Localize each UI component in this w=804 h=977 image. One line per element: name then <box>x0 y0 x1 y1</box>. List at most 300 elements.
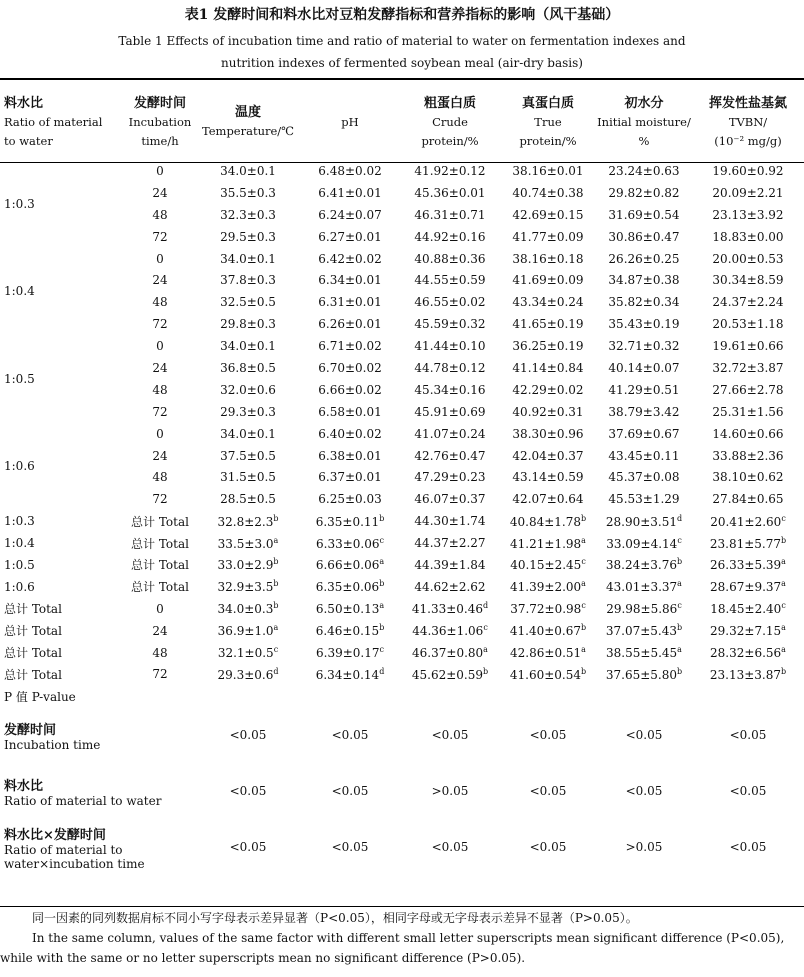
table-cell: 6.66±0.02 <box>318 382 382 397</box>
table-cell: 38.10±0.62 <box>712 470 784 485</box>
superscript-letter: d <box>273 666 279 676</box>
table-cell: 41.69±0.09 <box>512 273 584 288</box>
pvalue-row <box>0 707 804 763</box>
table-cell: 20.00±0.53 <box>712 251 784 266</box>
pvalue-cell: <0.05 <box>529 840 567 855</box>
superscript-letter: a <box>781 623 786 633</box>
pvalue-header: P 值 P-value <box>4 689 76 704</box>
table-cell: 6.38±0.01 <box>318 448 382 463</box>
column-header-zh: 粗蛋白质 <box>423 95 476 111</box>
total-row <box>0 663 804 685</box>
table-cell: 6.42±0.02 <box>318 251 382 266</box>
table-cell: 72 <box>152 404 168 419</box>
table-cell: 44.37±2.27 <box>414 536 486 551</box>
table-cell: 24 <box>152 448 168 463</box>
table-cell: 28.90±3.51$^d$ <box>605 513 683 529</box>
table-cell: 36.8±0.5 <box>220 360 276 375</box>
table-cell: 31.69±0.54 <box>608 207 680 222</box>
table-cell: 41.14±0.84 <box>512 360 584 375</box>
table-cell: 20.41±2.60$^c$ <box>710 513 786 529</box>
table-cell: 34.0±0.1 <box>220 339 276 354</box>
column-header-zh: 料水比 <box>4 95 44 111</box>
pvalue-cell: <0.05 <box>431 728 469 743</box>
table-cell: 20.53±1.18 <box>712 317 784 332</box>
table-cell: 6.70±0.02 <box>318 360 382 375</box>
superscript-letter: b <box>379 513 385 523</box>
table-cell: 33.09±4.14$^c$ <box>606 535 682 551</box>
data-table <box>0 84 804 875</box>
table-cell: 36.9±1.0$^a$ <box>217 623 279 639</box>
table-cell: 37.72±0.98$^c$ <box>510 601 586 617</box>
superscript-letter: b <box>781 666 787 676</box>
table-title-zh: 表1 发酵时间和料水比对豆粕发酵指标和营养指标的影响（风干基础） <box>184 7 620 23</box>
column-header-en: Temperature/℃ <box>201 124 295 138</box>
superscript-letter: c <box>781 601 786 611</box>
superscript-letter: a <box>483 645 488 655</box>
superscript-letter: b <box>379 623 385 633</box>
total-row <box>0 620 804 642</box>
table-notes <box>0 908 804 968</box>
column-header-en: Crude <box>432 114 468 129</box>
table-cell: 35.82±0.34 <box>608 295 680 310</box>
note-en: In the same column, values of the same factor with different small letter superscripts mean significant difference (P<0.05), while with the same or no letter superscripts mean no significant difference (P>0.05). <box>0 931 785 965</box>
table-cell: 6.33±0.06$^c$ <box>316 535 384 551</box>
table-cell: 30.86±0.47 <box>608 229 680 244</box>
table-cell: 48 <box>152 207 168 222</box>
superscript-letter: b <box>581 666 587 676</box>
table-cell: 6.58±0.01 <box>318 404 382 419</box>
table-cell: 32.1±0.5$^c$ <box>217 645 279 661</box>
table-cell: 72 <box>152 229 168 244</box>
pvalue-cell: <0.05 <box>729 728 767 743</box>
time-cell: 总计 Total <box>131 558 189 573</box>
table-cell: 41.92±0.12 <box>414 163 486 178</box>
column-header-en: time/h <box>141 133 179 148</box>
table-cell: 6.46±0.15$^b$ <box>315 623 385 639</box>
table-cell: 29.32±7.15$^a$ <box>710 623 786 639</box>
table-cell: 72 <box>152 317 168 332</box>
pvalue-cell: <0.05 <box>331 784 369 799</box>
total-row <box>0 510 804 532</box>
table-cell: 35.5±0.3 <box>220 185 276 200</box>
column-header <box>596 84 692 160</box>
superscript-letter: b <box>581 623 587 633</box>
table-cell: 46.55±0.02 <box>414 295 486 310</box>
table-cell: 42.29±0.02 <box>512 382 584 397</box>
pvalue-cell: >0.05 <box>431 784 469 799</box>
pvalue-cell: >0.05 <box>625 840 663 855</box>
top-rule <box>0 78 804 80</box>
table-cell: 42.04±0.37 <box>512 448 584 463</box>
superscript-letter: a <box>581 645 586 655</box>
ratio-cell: 总计 Total <box>4 667 62 682</box>
superscript-letter: a <box>379 557 385 567</box>
total-row <box>0 532 804 554</box>
table-cell: 33.88±2.36 <box>712 448 784 463</box>
table-cell: 32.9±3.5$^b$ <box>217 579 279 595</box>
table-cell: 29.8±0.3 <box>220 317 276 332</box>
table-cell: 43.01±3.37$^a$ <box>606 579 682 595</box>
table-cell: 6.31±0.01 <box>318 295 382 310</box>
column-header <box>692 84 804 160</box>
table-cell: 42.86±0.51$^a$ <box>510 645 586 661</box>
superscript-letter: a <box>781 645 786 655</box>
table-cell: 6.27±0.01 <box>318 229 382 244</box>
table-row <box>0 248 804 270</box>
table-cell: 44.92±0.16 <box>414 229 486 244</box>
table-cell: 27.84±0.65 <box>712 492 784 507</box>
total-row <box>0 598 804 620</box>
pvalue-cell: <0.05 <box>229 728 267 743</box>
superscript-letter: c <box>379 535 384 545</box>
total-row <box>0 554 804 576</box>
pvalue-cell: <0.05 <box>229 784 267 799</box>
column-header-en: protein/% <box>519 133 577 148</box>
pvalue-cell: <0.05 <box>729 784 767 799</box>
table-cell: 41.29±0.51 <box>608 382 680 397</box>
pvalue-cell: <0.05 <box>529 784 567 799</box>
table-cell: 40.84±1.78$^b$ <box>509 513 587 529</box>
bottom-rule <box>0 906 804 907</box>
table-title-en-line1: Table 1 Effects of incubation time and ratio of material to water on fermentation indexes and <box>118 34 686 48</box>
superscript-letter: c <box>581 601 586 611</box>
table-cell: 35.43±0.19 <box>608 317 680 332</box>
time-cell: 总计 Total <box>131 536 189 551</box>
table-cell: 38.24±3.76$^b$ <box>605 557 683 573</box>
table-cell: 45.91±0.69 <box>414 404 486 419</box>
table-cell: 24 <box>152 273 168 288</box>
table-cell: 6.34±0.14$^d$ <box>315 666 385 682</box>
superscript-letter: b <box>677 557 683 567</box>
table-cell: 6.48±0.02 <box>318 163 382 178</box>
table-cell: 24 <box>152 185 168 200</box>
superscript-letter: c <box>581 557 586 567</box>
column-header-en: to water <box>4 133 53 148</box>
table-cell: 41.77±0.09 <box>512 229 584 244</box>
column-header-zh: 挥发性盐基氮 <box>708 95 787 111</box>
pvalue-label <box>0 819 196 875</box>
column-header <box>300 84 400 160</box>
superscript-letter: c <box>677 535 682 545</box>
table-cell: 40.15±2.45$^c$ <box>510 557 586 573</box>
table-cell: 48 <box>152 382 168 397</box>
total-row <box>0 642 804 664</box>
table-cell: 0 <box>156 251 164 266</box>
table-cell: 43.34±0.24 <box>512 295 584 310</box>
column-header-en: True <box>534 114 562 129</box>
table-cell: 44.62±2.62 <box>414 579 486 594</box>
column-header-en: (10⁻² mg/g) <box>714 133 782 148</box>
pvalue-cell: <0.05 <box>625 784 663 799</box>
pvalue-label-zh: 发酵时间 <box>4 722 57 738</box>
time-cell: 24 <box>152 623 168 638</box>
pvalue-label-en: Ratio of material to water×incubation time <box>4 842 145 871</box>
ratio-cell: 总计 Total <box>4 624 62 639</box>
table-cell: 44.78±0.12 <box>414 360 486 375</box>
table-cell: 37.8±0.3 <box>220 273 276 288</box>
time-cell: 72 <box>152 667 168 682</box>
pvalue-label-en: Ratio of material to water <box>4 793 162 808</box>
table-cell: 37.07±5.43$^b$ <box>605 623 683 639</box>
table-cell: 45.59±0.32 <box>414 317 486 332</box>
table-cell: 42.07±0.64 <box>512 492 584 507</box>
superscript-letter: a <box>677 645 682 655</box>
table-cell: 29.82±0.82 <box>608 185 680 200</box>
table-cell: 0 <box>156 339 164 354</box>
table-row <box>0 160 804 182</box>
table-cell: 32.5±0.5 <box>220 295 276 310</box>
superscript-letter: a <box>781 557 786 567</box>
table-cell: 41.39±2.00$^a$ <box>510 579 586 595</box>
superscript-letter: a <box>581 579 586 589</box>
table-cell: 40.92±0.31 <box>512 404 584 419</box>
superscript-letter: b <box>781 535 787 545</box>
superscript-letter: b <box>581 513 587 523</box>
superscript-letter: b <box>677 666 683 676</box>
table-cell: 38.16±0.18 <box>512 251 584 266</box>
table-cell: 43.45±0.11 <box>608 448 680 463</box>
superscript-letter: b <box>273 601 279 611</box>
ratio-cell: 1:0.4 <box>4 536 35 551</box>
superscript-letter: d <box>379 666 385 676</box>
table-cell: 26.26±0.25 <box>608 251 680 266</box>
pvalue-label-zh: 料水比×发酵时间 <box>4 827 106 843</box>
table-cell: 40.14±0.07 <box>608 360 680 375</box>
table-cell: 0 <box>156 163 164 178</box>
superscript-letter: a <box>677 579 682 589</box>
pvalue-cell: <0.05 <box>229 840 267 855</box>
superscript-letter: a <box>379 601 385 611</box>
table-cell: 42.69±0.15 <box>512 207 584 222</box>
ratio-cell: 1:0.6 <box>4 459 35 474</box>
table-cell: 6.66±0.06$^a$ <box>315 557 385 573</box>
table-cell: 0 <box>156 426 164 441</box>
table-cell: 6.24±0.07 <box>318 207 382 222</box>
time-cell: 总计 Total <box>131 580 189 595</box>
table-cell: 37.65±5.80$^b$ <box>605 666 683 682</box>
pvalue-cell: <0.05 <box>331 840 369 855</box>
column-header-en: Initial moisture/ <box>597 114 691 129</box>
table-cell: 6.25±0.03 <box>318 492 382 507</box>
table-cell: 40.88±0.36 <box>414 251 486 266</box>
pvalue-label-zh: 料水比 <box>4 778 44 794</box>
header-row <box>0 84 804 160</box>
table-cell: 36.25±0.19 <box>512 339 584 354</box>
table-cell: 41.07±0.24 <box>414 426 486 441</box>
superscript-letter: b <box>379 579 385 589</box>
table-cell: 29.5±0.3 <box>220 229 276 244</box>
superscript-letter: c <box>483 623 488 633</box>
table-cell: 41.21±1.98$^a$ <box>510 535 586 551</box>
table-cell: 33.5±3.0$^a$ <box>217 535 279 551</box>
time-cell: 总计 Total <box>131 514 189 529</box>
table-cell: 24 <box>152 360 168 375</box>
table-cell: 38.55±5.45$^a$ <box>606 645 682 661</box>
table-cell: 6.40±0.02 <box>318 426 382 441</box>
column-header <box>196 84 300 160</box>
pvalue-row <box>0 763 804 819</box>
table-cell: 48 <box>152 470 168 485</box>
table-cell: 45.34±0.16 <box>414 382 486 397</box>
ratio-cell: 总计 Total <box>4 646 62 661</box>
table-body <box>0 160 804 875</box>
table-cell: 41.44±0.10 <box>414 339 486 354</box>
superscript-letter: a <box>581 535 586 545</box>
table-cell: 23.13±3.92 <box>712 207 784 222</box>
table-cell: 26.33±5.39$^a$ <box>710 557 786 573</box>
superscript-letter: c <box>677 601 682 611</box>
table-cell: 6.34±0.01 <box>318 273 382 288</box>
table-cell: 23.24±0.63 <box>608 163 680 178</box>
table-cell: 44.36±1.06$^c$ <box>412 623 488 639</box>
pvalue-row <box>0 819 804 875</box>
superscript-letter: c <box>273 645 279 655</box>
table-cell: 6.50±0.13$^a$ <box>315 601 385 617</box>
table-cell: 34.0±0.1 <box>220 251 276 266</box>
table-cell: 32.3±0.3 <box>220 207 276 222</box>
table-cell: 34.0±0.3$^b$ <box>217 601 279 617</box>
superscript-letter: a <box>781 579 786 589</box>
pvalue-label <box>0 763 196 819</box>
superscript-letter: a <box>273 535 279 545</box>
table-cell: 20.09±2.21 <box>712 185 784 200</box>
time-cell: 48 <box>152 645 168 660</box>
column-header-en: % <box>638 133 650 148</box>
column-header-en: protein/% <box>421 133 479 148</box>
table-cell: 29.98±5.86$^c$ <box>606 601 682 617</box>
table-cell: 41.33±0.46$^d$ <box>411 601 489 617</box>
pvalue-cell: <0.05 <box>729 840 767 855</box>
column-header <box>500 84 596 160</box>
superscript-letter: b <box>483 666 489 676</box>
column-header <box>124 84 196 160</box>
table-cell: 6.35±0.11$^b$ <box>315 513 385 529</box>
table-cell: 44.30±1.74 <box>414 514 486 529</box>
table-cell: 45.62±0.59$^b$ <box>411 666 489 682</box>
table-cell: 44.39±1.84 <box>414 557 486 572</box>
superscript-letter: a <box>273 623 279 633</box>
table-cell: 23.13±3.87$^b$ <box>709 666 787 682</box>
table-title-en <box>0 30 804 74</box>
column-header-zh: 发酵时间 <box>133 95 186 111</box>
table-cell: 72 <box>152 492 168 507</box>
table-cell: 19.61±0.66 <box>712 339 784 354</box>
superscript-letter: b <box>273 557 279 567</box>
table-cell: 14.60±0.66 <box>712 426 784 441</box>
table-cell: 32.8±2.3$^b$ <box>217 513 279 529</box>
table-cell: 46.07±0.37 <box>414 492 486 507</box>
table-cell: 6.71±0.02 <box>318 339 382 354</box>
pvalue-cell: <0.05 <box>625 728 663 743</box>
pvalue-cell: <0.05 <box>431 840 469 855</box>
ratio-cell: 1:0.3 <box>4 514 35 529</box>
table-cell: 45.37±0.08 <box>608 470 680 485</box>
ratio-cell: 1:0.3 <box>4 196 35 211</box>
table-cell: 44.55±0.59 <box>414 273 486 288</box>
table-cell: 28.67±9.37$^a$ <box>710 579 786 595</box>
table-cell: 41.60±0.54$^b$ <box>509 666 587 682</box>
ratio-cell: 总计 Total <box>4 602 62 617</box>
column-header-zh: 真蛋白质 <box>521 95 574 111</box>
table-cell: 37.69±0.67 <box>608 426 680 441</box>
note-zh: 同一因素的同列数据肩标不同小写字母表示差异显著（P<0.05），相同字母或无字母表示差异不显著（P>0.05）。 <box>32 911 638 925</box>
table-cell: 38.30±0.96 <box>512 426 584 441</box>
table-cell: 18.83±0.00 <box>712 229 784 244</box>
pvalue-cell: <0.05 <box>529 728 567 743</box>
table-cell: 33.0±2.9$^b$ <box>217 557 279 573</box>
column-header-en: TVBN/ <box>728 114 768 129</box>
table-cell: 41.65±0.19 <box>512 317 584 332</box>
ratio-cell: 1:0.4 <box>4 284 35 299</box>
time-cell: 0 <box>156 601 164 616</box>
table-cell: 29.3±0.6$^d$ <box>217 666 279 682</box>
table-cell: 43.14±0.59 <box>512 470 584 485</box>
table-cell: 40.74±0.38 <box>512 185 584 200</box>
column-header-en: Incubation <box>128 114 192 129</box>
table-cell: 32.0±0.6 <box>220 382 276 397</box>
table-cell: 31.5±0.5 <box>220 470 276 485</box>
table-cell: 38.79±3.42 <box>608 404 680 419</box>
table-cell: 30.34±8.59 <box>712 273 784 288</box>
superscript-letter: d <box>677 513 683 523</box>
table-cell: 32.71±0.32 <box>608 339 680 354</box>
table-cell: 19.60±0.92 <box>712 163 784 178</box>
pvalue-label <box>0 707 196 763</box>
superscript-letter: c <box>379 645 384 655</box>
table-row <box>0 335 804 357</box>
table-cell: 6.37±0.01 <box>318 470 382 485</box>
table-cell: 29.3±0.3 <box>220 404 276 419</box>
column-header <box>0 84 124 160</box>
total-row <box>0 576 804 598</box>
table-cell: 6.39±0.17$^c$ <box>316 645 384 661</box>
table-cell: 47.29±0.23 <box>414 470 486 485</box>
table-cell: 18.45±2.40$^c$ <box>710 601 786 617</box>
table-cell: 32.72±3.87 <box>712 360 784 375</box>
table-cell: 27.66±2.78 <box>712 382 784 397</box>
ratio-cell: 1:0.5 <box>4 371 35 386</box>
table-title-en-line2: nutrition indexes of fermented soybean meal (air-dry basis) <box>221 56 583 70</box>
superscript-letter: b <box>677 623 683 633</box>
table-cell: 28.5±0.5 <box>220 492 276 507</box>
table-cell: 28.32±6.56$^a$ <box>710 645 786 661</box>
column-header-zh: 温度 <box>234 105 261 120</box>
table-cell: 37.5±0.5 <box>220 448 276 463</box>
table-cell: 45.36±0.01 <box>414 185 486 200</box>
column-header-zh: 初水分 <box>624 95 664 111</box>
table-cell: 6.41±0.01 <box>318 185 382 200</box>
table-cell: 45.53±1.29 <box>608 492 680 507</box>
table-cell: 23.81±5.77$^b$ <box>709 535 787 551</box>
superscript-letter: c <box>781 513 786 523</box>
superscript-letter: b <box>273 513 279 523</box>
table-cell: 34.87±0.38 <box>608 273 680 288</box>
table-cell: 34.0±0.1 <box>220 163 276 178</box>
pvalue-header-row <box>0 685 804 707</box>
pvalue-label-en: Incubation time <box>4 737 101 752</box>
column-header-en: Ratio of material <box>4 114 103 129</box>
table-cell: 24.37±2.24 <box>712 295 784 310</box>
table-cell: 38.16±0.01 <box>512 163 584 178</box>
pvalue-cell: <0.05 <box>331 728 369 743</box>
column-header <box>400 84 500 160</box>
table-cell: 41.40±0.67$^b$ <box>509 623 587 639</box>
table-cell: 42.76±0.47 <box>414 448 486 463</box>
table-row <box>0 423 804 445</box>
table-cell: 48 <box>152 295 168 310</box>
ratio-cell: 1:0.5 <box>4 557 35 572</box>
superscript-letter: b <box>273 579 279 589</box>
